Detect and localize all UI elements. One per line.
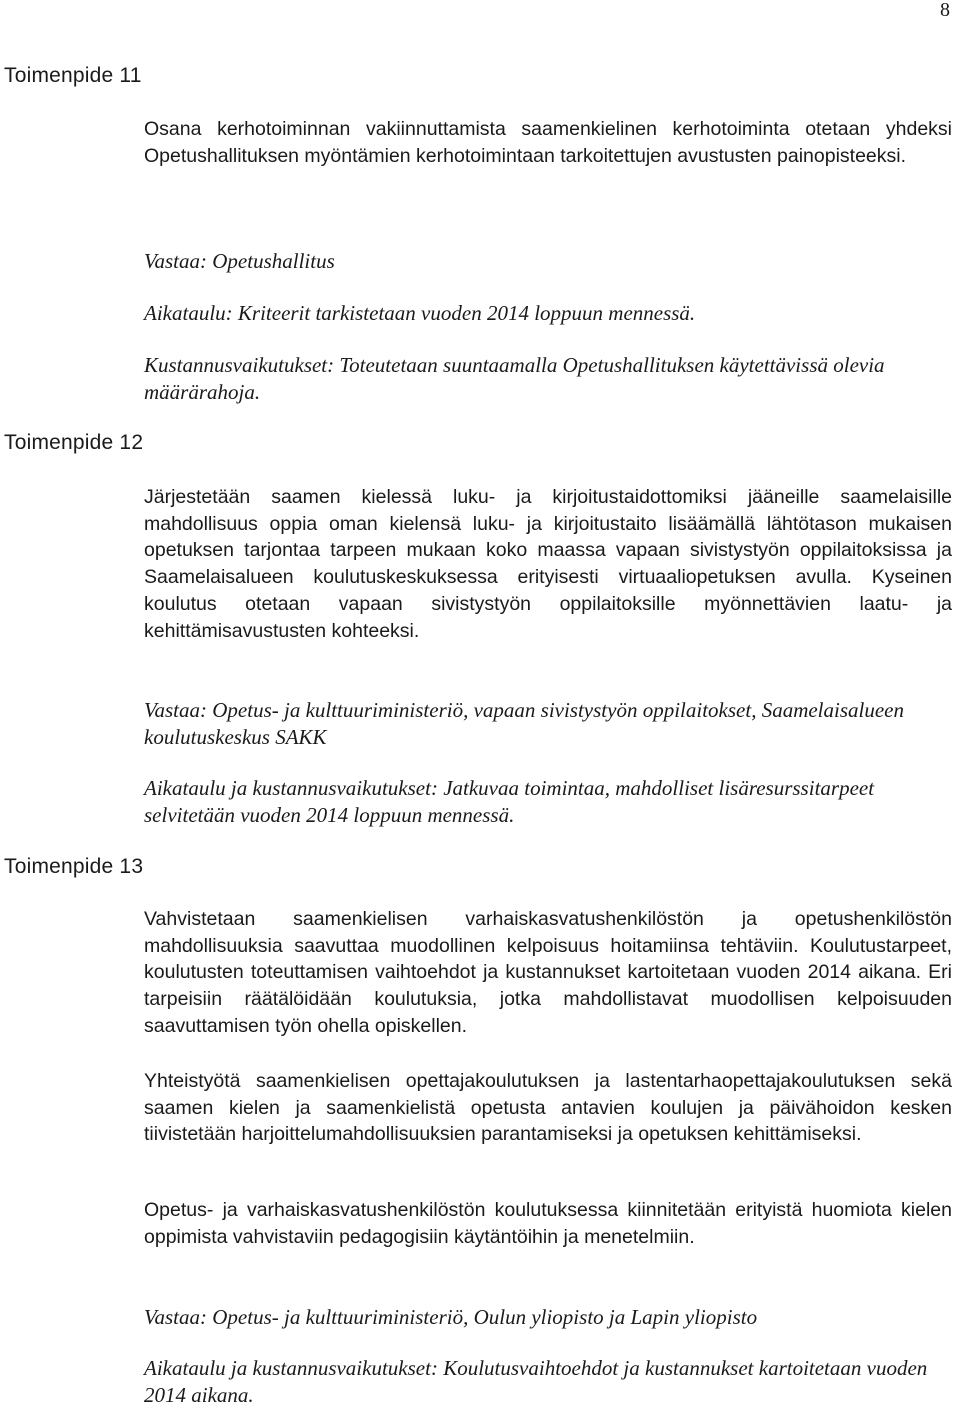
page-number: 8: [940, 0, 950, 21]
section-13-paragraph: Vahvistetaan saamenkielisen varhaiskasvatushenkilöstön ja opetushenkilöstön mahdollisuuksia saavuttaa muodollinen kelpoisuus hoitamiinsa tehtäviin. Koulutustarpeet, koulutusten toteuttamisen vaihtoehdot ja kustannukset kartoitetaan vuoden 2014 aikana. Eri tarpeisiin räätälöidään koulutuksia, jotka mahdollistavat muodollisen kelpoisuuden saavuttamisen työn ohella opiskellen.: [144, 908, 952, 1037]
schedule-costs-text: Aikataulu ja kustannusvaikutukset: Jatkuvaa toimintaa, mahdolliset lisäresurssitarpeet selvitetään vuoden 2014 loppuun mennessä.: [144, 776, 875, 827]
section-13-body-3: [144, 1197, 952, 1250]
section-11-body: [144, 116, 952, 169]
section-13-body-2: [144, 1068, 952, 1148]
responsible-text: Vastaa: Opetus- ja kulttuuriministeriö, vapaan sivistystyön oppilaitokset, Saamelaisalueen koulutuskeskus SAKK: [144, 698, 904, 749]
responsible-text: Vastaa: Opetushallitus: [144, 249, 335, 273]
section-12-paragraph: Järjestetään saamen kielessä luku- ja kirjoitustaidottomiksi jääneille saamelaisille mahdollisuus oppia oman kielensä luku- ja kirjoitustaito lisäämällä lähtötason mukaisen opetuksen tarjontaa tarpeen mukaan koko maassa vapaan sivistystyön oppilaitoksissa ja Saamelaisalueen koulutuskeskuksessa erityisesti virtuaaliopetuksen avulla. Kyseinen koulutus otetaan vapaan sivistystyön oppilaitoksille myönnettävien laatu- ja kehittämisavustusten kohteeksi.: [144, 486, 952, 642]
section-11-costs: [144, 352, 934, 405]
section-heading-13: Toimenpide 13: [4, 855, 144, 878]
section-12-schedule-costs: [144, 775, 952, 828]
section-11-paragraph: Osana kerhotoiminnan vakiinnuttamista saamenkielinen kerhotoiminta otetaan yhdeksi Opetushallituksen myöntämien kerhotoimintaan tarkoitettujen avustusten painopisteeksi.: [144, 118, 952, 167]
responsible-text: Vastaa: Opetus- ja kulttuuriministeriö, Oulun yliopisto ja Lapin yliopisto: [144, 1305, 758, 1329]
costs-text: Kustannusvaikutukset: Toteutetaan suuntaamalla Opetushallituksen käytettävissä olevia määrärahoja.: [144, 353, 885, 404]
section-12-responsible: [144, 697, 952, 750]
section-13-body-1: [144, 906, 952, 1040]
section-11-schedule: [144, 300, 952, 327]
section-heading-11: Toimenpide 11: [4, 64, 142, 87]
section-12-body: [144, 484, 952, 644]
section-13-paragraph: Yhteistyötä saamenkielisen opettajakoulutuksen ja lastentarhaopettajakoulutuksen sekä saamen kielen ja saamenkielistä opetusta antavien koulujen ja päivähoidon kesken tiivistetään harjoittelumahdollisuuksien parantamiseksi ja opetuksen kehittämiseksi.: [144, 1070, 952, 1146]
section-11-responsible: [144, 248, 952, 275]
section-13-paragraph: Opetus- ja varhaiskasvatushenkilöstön koulutuksessa kiinnitetään erityistä huomiota kielen oppimista vahvistaviin pedagogisiin käytäntöihin ja menetelmiin.: [144, 1199, 952, 1248]
section-heading-12: Toimenpide 12: [4, 431, 144, 454]
schedule-text: Aikataulu: Kriteerit tarkistetaan vuoden 2014 loppuun mennessä.: [144, 301, 696, 325]
section-13-schedule-costs: [144, 1355, 952, 1408]
section-13-responsible: [144, 1304, 952, 1331]
schedule-costs-text: Aikataulu ja kustannusvaikutukset: Koulutusvaihtoehdot ja kustannukset kartoitetaan vuoden 2014 aikana.: [144, 1356, 928, 1407]
